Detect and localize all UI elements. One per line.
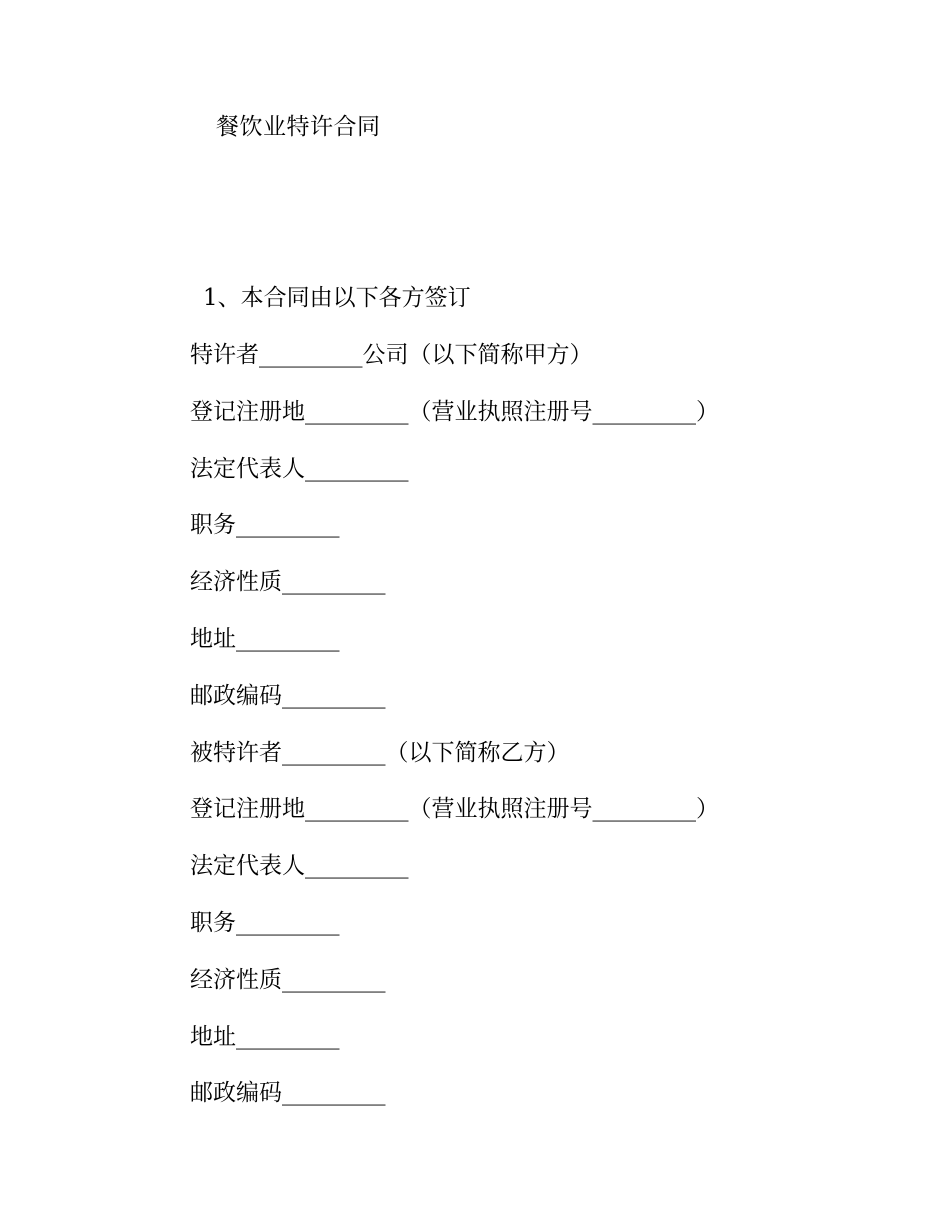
franchisee-postal-code-line: 邮政编码_________: [190, 1080, 386, 1107]
franchisor-registration-line: 登记注册地_________（营业执照注册号_________）: [190, 398, 719, 425]
franchisee-economic-nature-line: 经济性质_________: [190, 966, 386, 993]
franchisee-registration-line: 登记注册地_________（营业执照注册号_________）: [190, 796, 719, 823]
franchisor-company-line: 特许者_________公司（以下简称甲方）: [190, 342, 593, 368]
document-title: 餐饮业特许合同: [216, 114, 381, 140]
franchisor-legal-representative-line: 法定代表人_________: [190, 455, 409, 482]
franchisee-legal-representative-line: 法定代表人_________: [190, 853, 409, 880]
franchisor-postal-code-line: 邮政编码_________: [190, 682, 386, 709]
franchisee-address-line: 地址_________: [190, 1023, 340, 1050]
franchisor-economic-nature-line: 经济性质_________: [190, 569, 386, 596]
party-details-list: [190, 340, 890, 1135]
section-heading: 1、本合同由以下各方签订: [203, 285, 471, 311]
franchisee-line: 被特许者_________（以下简称乙方）: [190, 739, 570, 766]
franchisor-position-line: 职务_________: [190, 512, 340, 539]
franchisee-position-line: 职务_________: [190, 909, 340, 936]
franchisor-address-line: 地址_________: [190, 625, 340, 652]
